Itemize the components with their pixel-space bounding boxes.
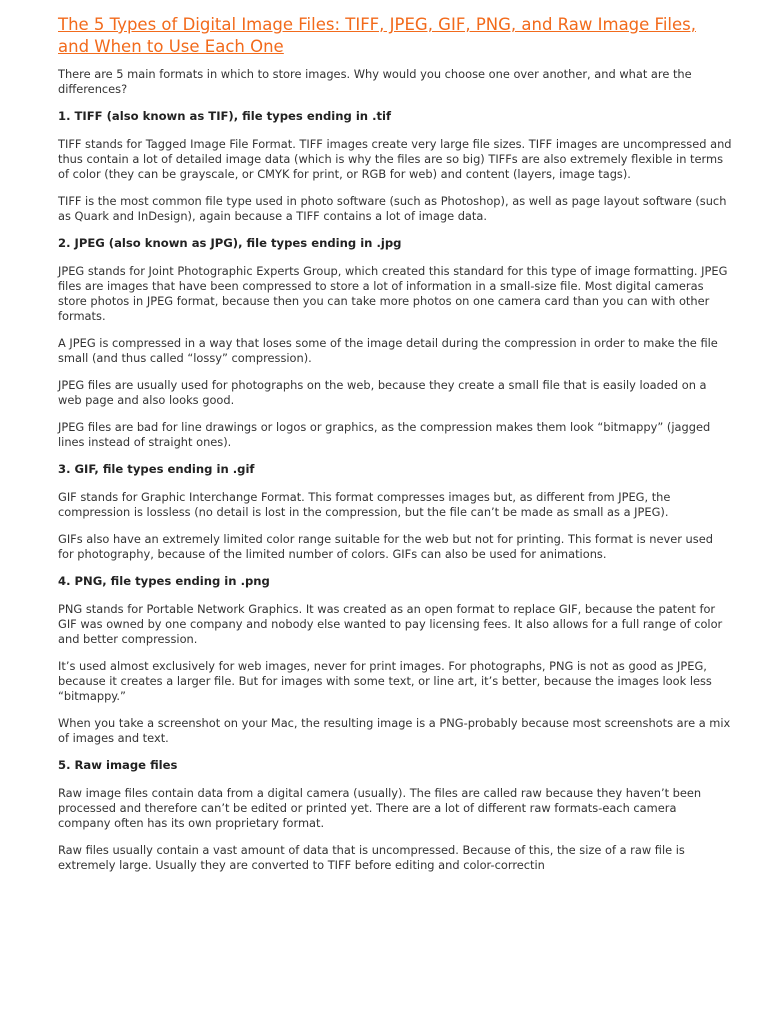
- paragraph: TIFF is the most common file type used in photo software (such as Photoshop), as well as page layout software (such as Quark and InDesign), again because a TIFF contains a lot of image data.: [58, 194, 727, 223]
- article-title[interactable]: [58, 14, 732, 58]
- article-title-link[interactable]: The 5 Types of Digital Image Files: TIFF, JPEG, GIF, PNG, and Raw Image Files, and When to Use Each One: [58, 15, 696, 56]
- paragraph: PNG stands for Portable Network Graphics. It was created as an open format to replace GIF, because the patent for GIF was owned by one company and nobody else wanted to pay licensing fees. It also allows for a full range of color and better compression.: [58, 602, 723, 646]
- paragraph: Raw image files contain data from a digital camera (usually). The files are called raw because they haven’t been processed and therefore can’t be edited or printed yet. There are a lot of different raw formats-each camera company often has its own proprietary format.: [58, 786, 702, 830]
- paragraph: GIF stands for Graphic Interchange Format. This format compresses images but, as different from JPEG, the compression is lossless (no detail is lost in the compression, but the file can’t be made as small as a JPEG).: [58, 490, 671, 519]
- paragraph: JPEG files are usually used for photographs on the web, because they create a small file that is easily loaded on a web page and also looks good.: [58, 378, 707, 407]
- section-heading-jpeg: 2. JPEG (also known as JPG), file types ending in .jpg: [58, 236, 402, 250]
- section-heading-gif: 3. GIF, file types ending in .gif: [58, 462, 255, 476]
- paragraph: Raw files usually contain a vast amount of data that is uncompressed. Because of this, the size of a raw file is extremely large. Usually they are converted to TIFF before editing and color-correctin: [58, 843, 685, 872]
- paragraph: JPEG stands for Joint Photographic Experts Group, which created this standard for this type of image formatting. JPEG files are images that have been compressed to store a lot of information in a small-size file. Most digital cameras store photos in JPEG format, because then you can take more photos on one camera card than you can with other formats.: [58, 264, 728, 323]
- intro-paragraph: There are 5 main formats in which to store images. Why would you choose one over another, and what are the differences?: [58, 67, 692, 96]
- paragraph: JPEG files are bad for line drawings or logos or graphics, as the compression makes them look “bitmappy” (jagged lines instead of straight ones).: [58, 420, 711, 449]
- paragraph: When you take a screenshot on your Mac, the resulting image is a PNG-probably because most screenshots are a mix of images and text.: [58, 716, 731, 745]
- document-page: [58, 14, 732, 885]
- paragraph: It’s used almost exclusively for web images, never for print images. For photographs, PNG is not as good as JPEG, because it creates a larger file. But for images with some text, or line art, it’s better, because the images look less “bitmappy.”: [58, 659, 712, 703]
- section-heading-tiff: 1. TIFF (also known as TIF), file types ending in .tif: [58, 109, 392, 123]
- paragraph: A JPEG is compressed in a way that loses some of the image detail during the compression in order to make the file small (and thus called “lossy” compression).: [58, 336, 718, 365]
- paragraph: TIFF stands for Tagged Image File Format. TIFF images create very large file sizes. TIFF images are uncompressed and thus contain a lot of detailed image data (which is why the files are so big) TIFFs are also extremely flexible in terms of color (they can be grayscale, or CMYK for print, or RGB for web) and content (layers, image tags).: [58, 137, 732, 181]
- section-heading-png: 4. PNG, file types ending in .png: [58, 574, 270, 588]
- paragraph: GIFs also have an extremely limited color range suitable for the web but not for printing. This format is never used for photography, because of the limited number of colors. GIFs can also be used for animations.: [58, 532, 713, 561]
- section-heading-raw: 5. Raw image files: [58, 758, 178, 772]
